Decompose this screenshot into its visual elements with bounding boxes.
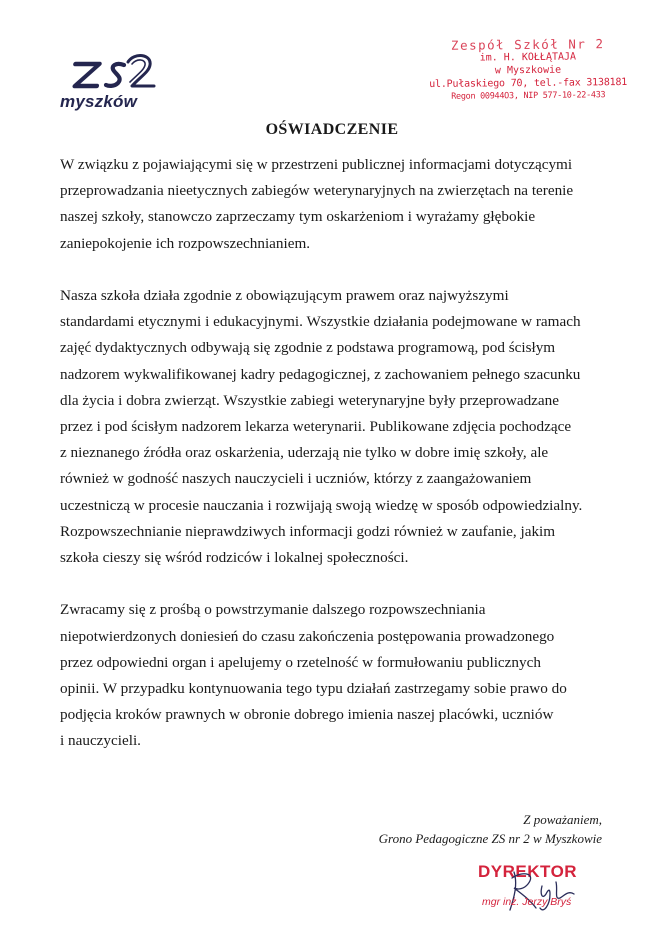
text-line: Zwracamy się z prośbą o powstrzymanie dalszego rozpowszechniania (60, 601, 486, 619)
text-line: zaniepokojenie ich rozpowszechnianiem. (60, 234, 311, 252)
text-line: podjęcia kroków prawnych w obronie dobrego imienia naszej placówki, uczniów (60, 706, 554, 724)
text-line: również w godność naszych nauczycieli i uczniów, którzy z zaangażowaniem (60, 470, 532, 488)
signature-icon (484, 864, 614, 920)
text-line: uczestniczą w procesie nauczania i rozwijają swoją wiedzę w sposób odpowiedzialny. (60, 496, 583, 514)
text-line: przeprowadzania nieetycznych zabiegów weterynaryjnych na zwierzętach na terenie (60, 182, 574, 200)
stamp-city: w Myszkowie (494, 64, 562, 77)
text-line: dla życia i dobra zwierząt. Wszystkie zabiegi weterynaryjne były przeprowadzane (60, 391, 559, 409)
document-title: OŚWIADCZENIE (265, 121, 399, 138)
text-line: Rozpowszechnianie nieprawdziwych informacji godzi również w zaufanie, jakim (60, 522, 556, 540)
stamp-address: ul.Pułaskiego 70, tel.-fax 3138181 (429, 76, 628, 91)
stamp-school-name: Zespół Szkół Nr 2 (450, 36, 605, 53)
text-line: standardami etycznymi i edukacyjnymi. Wszystkie działania podejmowane w ramach (60, 313, 581, 331)
text-line: naszej szkoły, stanowczo zaprzeczamy tym oskarżeniom i wyrażamy głębokie (60, 208, 536, 226)
text-line: szkoła cieszy się wśród rodziców i lokalnej społeczności. (60, 549, 409, 567)
document-body (60, 152, 620, 781)
text-line: zajęć dydaktycznych odbywają się zgodnie z podstawa programową, pod ścisłym (60, 339, 556, 357)
text-line: nadzorem wykwalifikowanej kadry pedagogicznej, z zachowaniem pełnego szacunku (60, 365, 581, 383)
director-name: mgr inż. Jerzy Bryś (482, 896, 572, 908)
closing (379, 810, 602, 848)
logo-text: myszków (60, 92, 137, 111)
school-logo (58, 52, 158, 114)
text-line: opinii. W przypadku kontynuowania tego typu działań zastrzegamy sobie prawo do (60, 680, 567, 698)
closing-signatory: Grono Pedagogiczne ZS nr 2 w Myszkowie (378, 831, 602, 846)
stamp-ids: Regon 00944O3, NIP 577-10-22-433 (451, 90, 606, 102)
director-stamp (478, 862, 628, 922)
closing-greeting: Z poważaniem, (523, 812, 602, 827)
text-line: W związku z pojawiającymi się w przestrzeni publicznej informacjami dotyczącymi (60, 156, 573, 173)
text-line: z nieznanego źródła oraz oskarżenia, uderzają nie tylko w dobre imię szkoły, ale (60, 444, 549, 462)
text-line: niepotwierdzonych doniesień do czasu zakończenia postępowania prowadzonego (60, 627, 555, 645)
paragraph (60, 597, 620, 754)
paragraph (60, 152, 620, 257)
text-line: Nasza szkoła działa zgodnie z obowiązującym prawem oraz najwyższymi (60, 287, 509, 304)
text-line: i nauczycieli. (60, 732, 141, 750)
text-line: przez odpowiedni organ i apelujemy o rzetelność w formułowaniu publicznych (60, 653, 541, 671)
text-line: przez i pod ścisłym nadzorem lekarza weterynarii. Publikowane zdjęcia pochodzące (60, 418, 572, 436)
school-stamp (428, 37, 629, 104)
paragraph (60, 283, 620, 571)
zs2-logo-icon (58, 52, 158, 96)
stamp-patron: im. H. KOŁŁĄTAJA (479, 51, 577, 64)
director-title: DYREKTOR (478, 862, 578, 881)
